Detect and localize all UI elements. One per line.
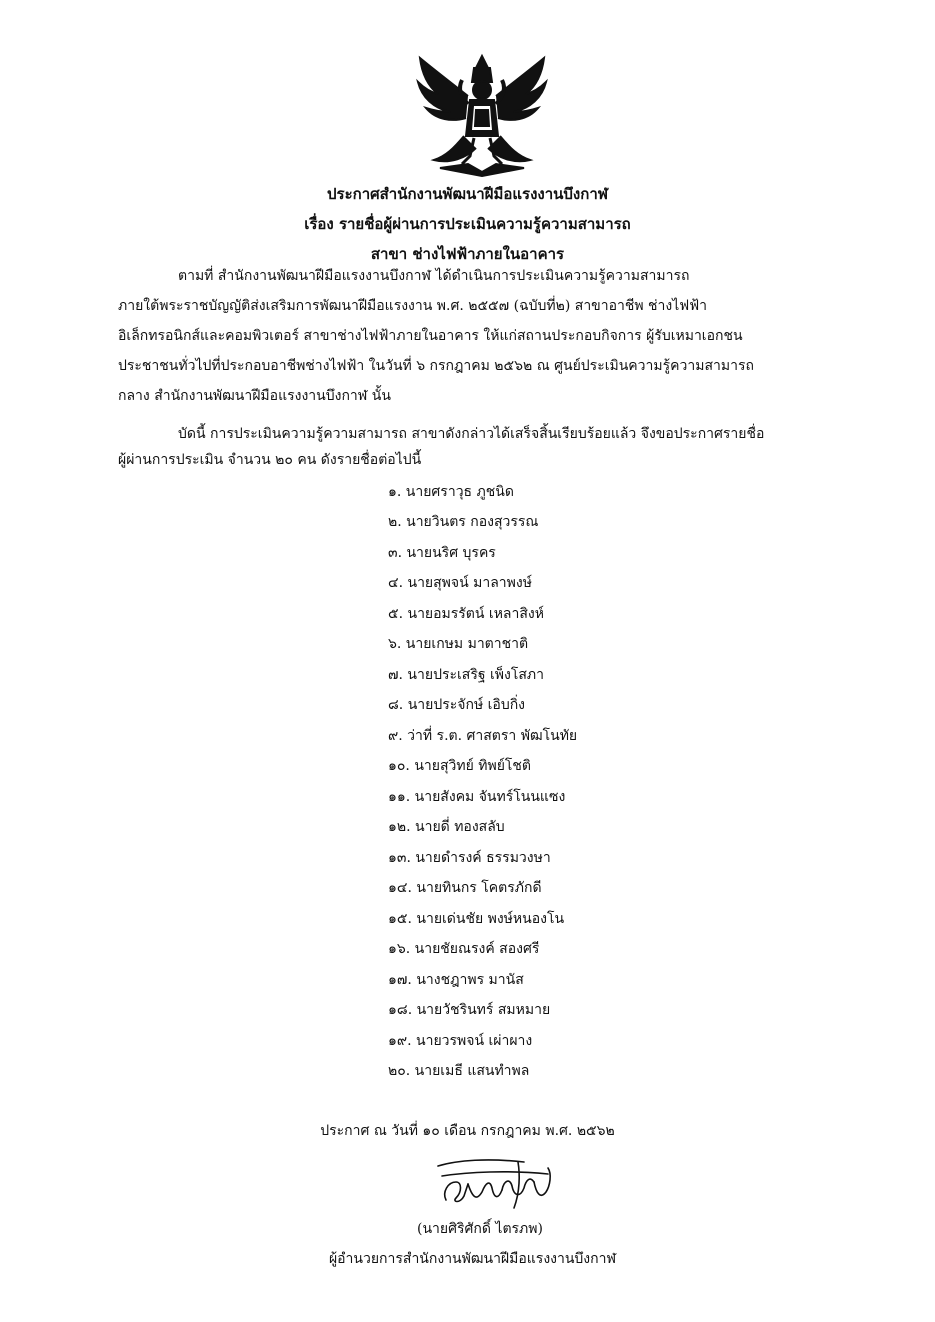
- list-item: ๖. นายเกษม มาตาชาติ: [388, 636, 529, 652]
- list-item: ๑๓. นายดำรงค์ ธรรมวงษา: [388, 850, 551, 866]
- list-item: ๑๖. นายชัยณรงค์ สองศรี: [388, 941, 540, 957]
- list-item: ๓. นายนริศ บุรคร: [388, 545, 496, 561]
- list-item: ๑๙. นายวรพจน์ เผ่าผาง: [388, 1033, 533, 1049]
- list-item: ๑๗. นางชฎาพร มานัส: [388, 972, 524, 988]
- signer-title: ผู้อำนวยการสำนักงานพัฒนาฝีมือแรงงานบึงกาฬ: [328, 1251, 617, 1267]
- list-item: ๑๑. นายสังคม จันทร์โนนแซง: [388, 789, 566, 805]
- announcement-title: ประกาศสำนักงานพัฒนาฝีมือแรงงานบึงกาฬ: [326, 185, 609, 203]
- announcement-date: ประกาศ ณ วันที่ ๑๐ เดือน กรกฎาคม พ.ศ. ๒๕๖๒: [320, 1123, 615, 1139]
- paragraph-line: ผู้ผ่านการประเมิน จำนวน ๒๐ คน ดังรายชื่อต่อไปนี้: [118, 452, 422, 468]
- list-item: ๒. นายวินตร กองสุวรรณ: [388, 514, 539, 530]
- paragraph-line: ตามที่ สำนักงานพัฒนาฝีมือแรงงานบึงกาฬ ได้ดำเนินการประเมินความรู้ความสามารถ: [178, 268, 690, 284]
- announcement-subject: เรื่อง รายชื่อผู้ผ่านการประเมินความรู้ความสามารถ: [304, 215, 631, 233]
- signer-name: (นายศิริศักดิ์ ไตรภพ): [417, 1221, 543, 1237]
- list-item: ๘. นายประจักษ์ เอิบกิ่ง: [388, 697, 526, 713]
- list-item: ๑. นายศราวุธ ภูชนิด: [388, 484, 514, 500]
- list-item: ๑๔. นายทินกร โคตรภักดี: [388, 880, 542, 896]
- list-item: ๔. นายสุพจน์ มาลาพงษ์: [388, 575, 532, 591]
- list-item: ๒๐. นายเมธี แสนทำพล: [388, 1063, 530, 1079]
- list-item: ๑๒. นายดี่ ทองสลับ: [388, 819, 505, 835]
- garuda-emblem-icon: [410, 52, 555, 177]
- list-item: ๕. นายอมรรัตน์ เหลาสิงห์: [388, 606, 544, 622]
- announcement-branch: สาขา ช่างไฟฟ้าภายในอาคาร: [370, 245, 565, 263]
- paragraph-line: ภายใต้พระราชบัญญัติส่งเสริมการพัฒนาฝีมือแรงงาน พ.ศ. ๒๕๕๗ (ฉบับที่๒) สาขาอาชีพ ช่างไฟฟ้า: [118, 298, 707, 314]
- list-item: ๑๕. นายเด่นชัย พงษ์หนองโน: [388, 911, 565, 927]
- list-item: ๗. นายประเสริฐ เพ็งโสภา: [388, 667, 545, 683]
- paragraph-line: ประชาชนทั่วไปที่ประกอบอาชีพช่างไฟฟ้า ในวันที่ ๖ กรกฎาคม ๒๕๖๒ ณ ศูนย์ประเมินความรู้ความสามารถ: [118, 358, 754, 374]
- paragraph-line: อิเล็กทรอนิกส์และคอมพิวเตอร์ สาขาช่างไฟฟ้าภายในอาคาร ให้แก่สถานประกอบกิจการ ผู้รับเหมาเอกชน: [118, 328, 743, 344]
- paragraph-line: กลาง สำนักงานพัฒนาฝีมือแรงงานบึงกาฬ นั้น: [118, 388, 391, 404]
- paragraph-line: บัดนี้ การประเมินความรู้ความสามารถ สาขาดังกล่าวได้เสร็จสิ้นเรียบร้อยแล้ว จึงขอประกาศรายชื่อ: [178, 426, 765, 442]
- list-item: ๑๘. นายวัชรินทร์ สมหมาย: [388, 1002, 551, 1018]
- list-item: ๑๐. นายสุวิทย์ ทิพย์โชติ: [388, 758, 532, 774]
- handwritten-signature: [428, 1152, 563, 1214]
- list-item: ๙. ว่าที่ ร.ต. ศาสตรา พัฒโนทัย: [388, 728, 578, 744]
